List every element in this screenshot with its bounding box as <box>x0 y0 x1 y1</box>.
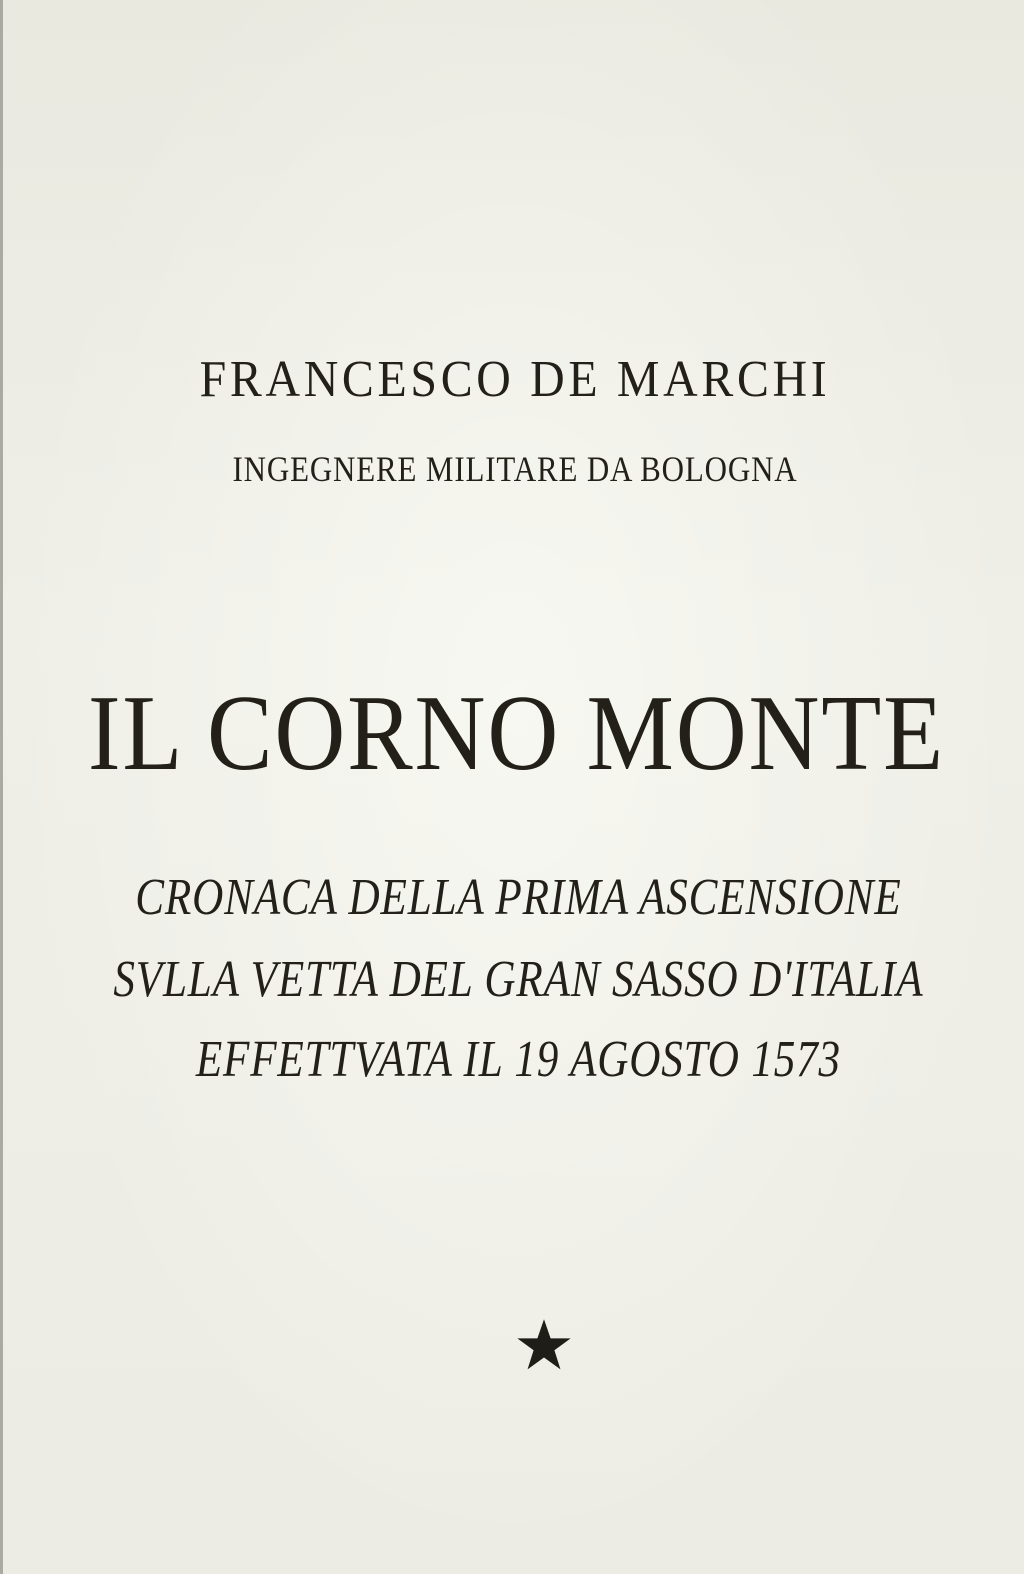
subtitle-line-2: SVLLA VETTA DEL GRAN SASSO D'ITALIA <box>113 951 924 1008</box>
author-name: FRANCESCO DE MARCHI <box>199 351 831 408</box>
author-role: INGEGNERE MILITARE DA BOLOGNA <box>232 449 798 489</box>
book-title: IL CORNO MONTE <box>87 674 946 793</box>
subtitle-line-1: CRONACA DELLA PRIMA ASCENSIONE <box>135 869 902 926</box>
subtitle-line-3: EFFETTVATA IL 19 AGOSTO 1573 <box>195 1031 841 1088</box>
star-icon <box>516 1317 572 1373</box>
